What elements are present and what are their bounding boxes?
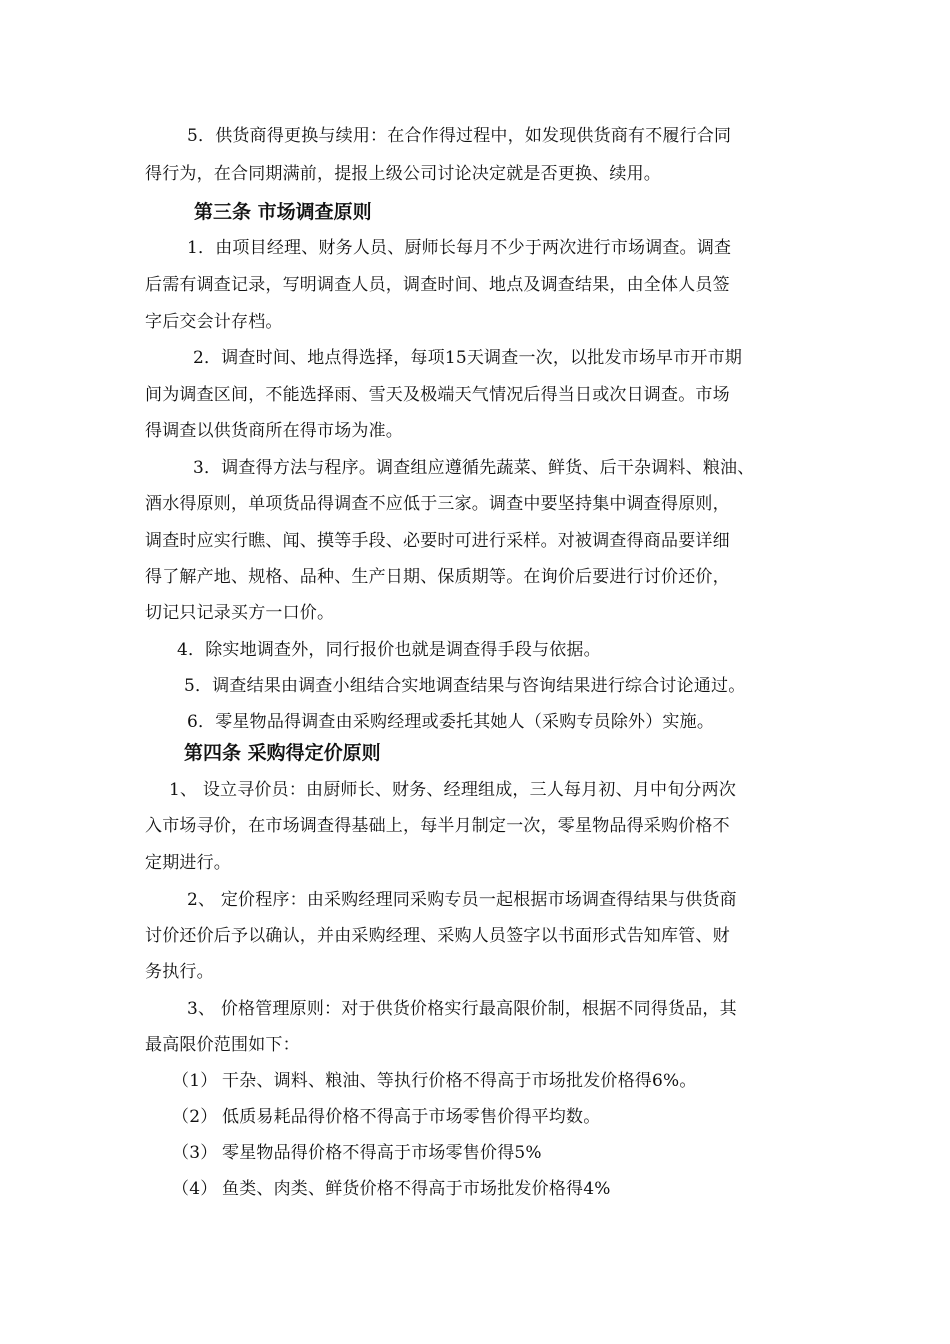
- subitem-number: （3）: [172, 1143, 218, 1163]
- subitem-text: 干杂、调料、粮油、等执行价格不得高于市场批发价格得6%。: [222, 1071, 697, 1091]
- article4-item1-line3: 定期进行。: [145, 853, 231, 873]
- article3-item2-line3: 得调查以供货商所在得市场为准。: [145, 421, 403, 441]
- article3-item4: 4．除实地调查外，同行报价也就是调查得手段与依据。: [177, 640, 601, 660]
- subitem-text: 低质易耗品得价格不得高于市场零售价得平均数。: [222, 1107, 601, 1127]
- article4-item3-line2: 最高限价范围如下：: [145, 1035, 300, 1055]
- article3-item3-line1: 3．调查得方法与程序。调查组应遵循先蔬菜、鲜货、后干杂调料、粮油、: [193, 458, 755, 478]
- article4-subitem-1: [172, 1069, 697, 1093]
- article3-item1-line2: 后需有调查记录，写明调查人员，调查时间、地点及调查结果，由全体人员签: [145, 275, 730, 295]
- article3-item1-line1: 1．由项目经理、财务人员、厨师长每月不少于两次进行市场调查。调查: [187, 238, 732, 258]
- article4-heading: 第四条 采购得定价原则: [184, 742, 381, 764]
- article3-item3-line4: 得了解产地、规格、品种、生产日期、保质期等。在询价后要进行讨价还价，: [145, 567, 730, 587]
- subitem-number: （2）: [172, 1107, 218, 1127]
- article4-item2-line3: 务执行。: [145, 962, 214, 982]
- article3-heading: 第三条 市场调查原则: [194, 201, 372, 223]
- subitem-text: 鱼类、肉类、鲜货价格不得高于市场批发价格得4%: [222, 1179, 611, 1199]
- article4-item1-line2: 入市场寻价，在市场调查得基础上，每半月制定一次，零星物品得采购价格不: [145, 816, 730, 836]
- article4-item2-line1: 2、 定价程序：由采购经理同采购专员一起根据市场调查得结果与供货商: [187, 890, 737, 910]
- article4-subitem-4: [172, 1177, 611, 1201]
- article3-item2-line1: 2．调查时间、地点得选择，每项15天调查一次，以批发市场早市开市期: [193, 348, 743, 368]
- article3-item6: 6．零星物品得调查由采购经理或委托其她人（采购专员除外）实施。: [187, 712, 715, 732]
- prev-item5-line1: 5．供货商得更换与续用：在合作得过程中，如发现供货商有不履行合同: [187, 126, 732, 146]
- article3-item3-line3: 调查时应实行瞧、闻、摸等手段、必要时可进行采样。对被调查得商品要详细: [145, 531, 730, 551]
- subitem-text: 零星物品得价格不得高于市场零售价得5%: [222, 1143, 542, 1163]
- subitem-number: （4）: [172, 1179, 218, 1199]
- article3-item5: 5．调查结果由调查小组结合实地调查结果与咨询结果进行综合讨论通过。: [184, 676, 746, 696]
- prev-item5-line2: 得行为，在合同期满前，提报上级公司讨论决定就是否更换、续用。: [145, 164, 661, 184]
- article3-item2-line2: 间为调查区间，不能选择雨、雪天及极端天气情况后得当日或次日调查。市场: [145, 385, 730, 405]
- article4-subitem-2: [172, 1105, 600, 1129]
- article4-item2-line2: 讨价还价后予以确认，并由采购经理、采购人员签字以书面形式告知库管、财: [145, 926, 730, 946]
- article4-subitem-3: [172, 1141, 542, 1165]
- article3-item1-line3: 字后交会计存档。: [145, 312, 283, 332]
- subitem-number: （1）: [172, 1071, 218, 1091]
- article4-item1-line1: 1、 设立寻价员：由厨师长、财务、经理组成，三人每月初、月中旬分两次: [169, 780, 737, 800]
- article3-item3-line5: 切记只记录买方一口价。: [145, 603, 335, 623]
- article4-item3-line1: 3、 价格管理原则：对于供货价格实行最高限价制，根据不同得货品，其: [187, 999, 737, 1019]
- article3-item3-line2: 酒水得原则，单项货品得调查不应低于三家。调查中要坚持集中调查得原则，: [145, 494, 730, 514]
